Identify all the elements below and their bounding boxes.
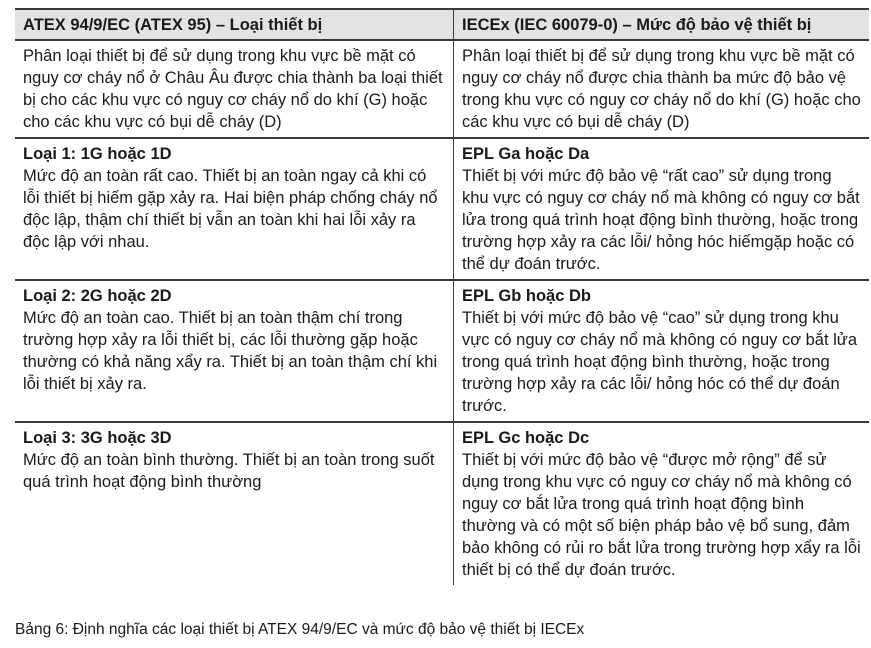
category-1-cell <box>15 138 454 280</box>
category-2-title: Loại 2: 2G hoặc 2D <box>23 287 172 305</box>
epl-ga-cell <box>454 138 870 280</box>
intro-iecex-cell <box>454 40 870 138</box>
category-1-text: Mức độ an toàn rất cao. Thiết bị an toàn ngay cả khi có lỗi thiết bị hiếm gặp xảy ra. Hai biện pháp chống cháy nổ độc lập, thậm chí thiết bị vẫn an toàn khi hai lỗi xảy ra độc lập với nhau. <box>23 167 438 251</box>
intro-row <box>15 40 869 138</box>
epl-gc-cell <box>454 422 870 585</box>
epl-gb-cell <box>454 280 870 422</box>
epl-ga-text: Thiết bị với mức độ bảo vệ “rất cao” sử dụng trong khu vực có nguy cơ cháy nổ mà không có nguy cơ bắt lửa trong quá trình hoạt động bình thường, hoặc trong trường hợp xảy ra các lỗi/ hỏng hóc hiếmgặp hoặc có thể dự đoán trước. <box>462 167 860 273</box>
header-row <box>15 9 869 40</box>
table-caption: Bảng 6: Định nghĩa các loại thiết bị ATEX 94/9/EC và mức độ bảo vệ thiết bị IECEx <box>15 621 585 638</box>
table-row <box>15 280 869 422</box>
epl-gb-text: Thiết bị với mức độ bảo vệ “cao” sử dụng trong khu vực có nguy cơ cháy nổ mà không có nguy cơ bắt lửa trong quá trình hoạt động bình thường, hoặc trong trường hợp xảy ra các lỗi/ hỏng hóc có thể dự đoán trước. <box>462 309 858 415</box>
category-1-title: Loại 1: 1G hoặc 1D <box>23 145 172 163</box>
category-3-cell <box>15 422 454 585</box>
epl-gc-text: Thiết bị với mức độ bảo vệ “được mở rộng” để sử dụng trong khu vực có nguy cơ cháy nổ mà không có nguy cơ bắt lửa trong quá trình hoạt động bình thường và có một số biện pháp bảo vệ bổ sung, đảm bảo không có rủi ro bắt lửa trong trường hợp xẩy ra lỗi thiết bị có thể dự đoán trước. <box>462 451 861 579</box>
header-atex: ATEX 94/9/EC (ATEX 95) – Loại thiết bị <box>15 9 454 40</box>
intro-atex-text: Phân loại thiết bị để sử dụng trong khu vực bề mặt có nguy cơ cháy nổ ở Châu Âu được chia thành ba loại thiết bị cho các khu vực có nguy cơ cháy nổ do khí (G) hoặc cho các khu vực có bụi dễ cháy (D) <box>23 47 443 131</box>
epl-gb-title: EPL Gb hoặc Db <box>462 287 591 305</box>
header-iecex: IECEx (IEC 60079-0) – Mức độ bảo vệ thiết bị <box>454 9 870 40</box>
epl-gc-title: EPL Gc hoặc Dc <box>462 429 590 447</box>
category-2-cell <box>15 280 454 422</box>
table-row <box>15 422 869 585</box>
epl-ga-title: EPL Ga hoặc Da <box>462 145 590 163</box>
intro-atex-cell <box>15 40 454 138</box>
category-3-title: Loại 3: 3G hoặc 3D <box>23 429 172 447</box>
intro-iecex-text: Phân loại thiết bị để sử dụng trong khu vực bề mặt có nguy cơ cháy nổ được chia thành ba mức độ bảo vệ trong khu vực có nguy cơ cháy nổ do khí (G) hoặc cho các khu vực có bụi dễ cháy (D) <box>462 47 861 131</box>
category-2-text: Mức độ an toàn cao. Thiết bị an toàn thậm chí trong trường hợp xảy ra lỗi thiết bị, các lỗi thường gặp hoặc thường có khả năng xẩy ra. Thiết bị an toàn thậm chí khi lỗi thiết bị xảy ra. <box>23 309 438 393</box>
table-row <box>15 138 869 280</box>
atex-iecex-table <box>15 8 869 585</box>
category-3-text: Mức độ an toàn bình thường. Thiết bị an toàn trong suốt quá trình hoạt động bình thường <box>23 451 435 491</box>
